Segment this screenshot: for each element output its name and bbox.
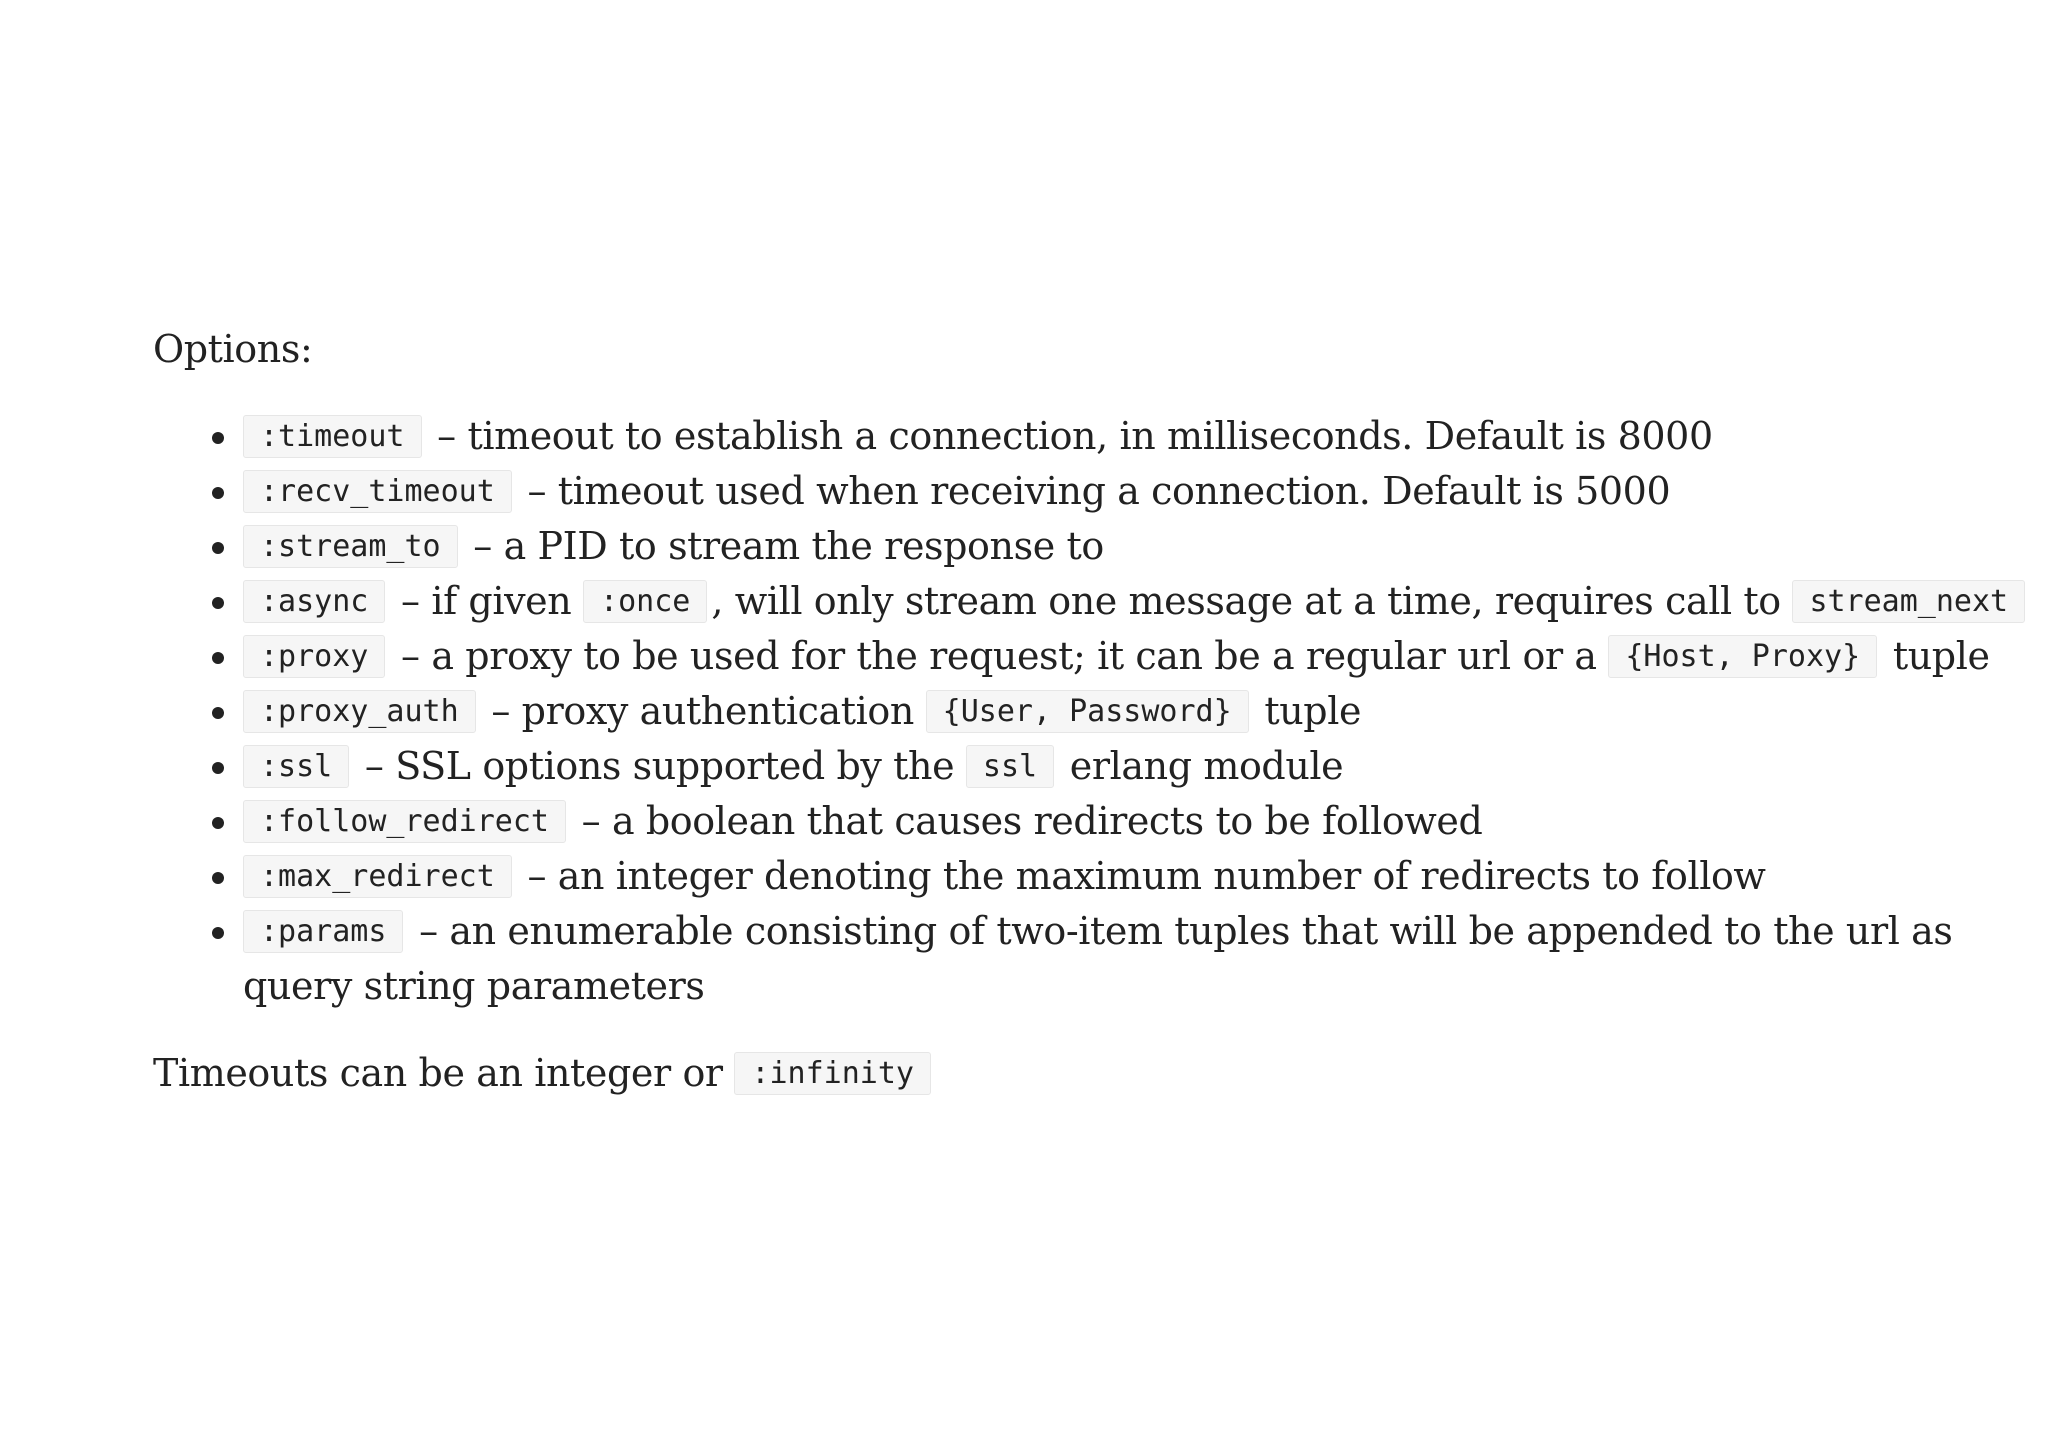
option-stream-to [153, 519, 2003, 574]
inline-code: :once [583, 580, 707, 623]
option-description: – SSL options supported by the [353, 744, 966, 788]
option-follow-redirect [153, 794, 2003, 849]
option-description: , will only stream one message at a time, requires call to [711, 579, 1793, 623]
options-list [153, 409, 2009, 1014]
option-description: erlang module [1058, 744, 1344, 788]
option-code: :recv_timeout [243, 470, 512, 513]
inline-code: stream_next [1792, 580, 2025, 623]
option-description: – a boolean that causes redirects to be followed [569, 799, 1483, 843]
option-code: :params [243, 910, 403, 953]
option-code: :follow_redirect [243, 800, 566, 843]
option-description: – an enumerable consisting of two-item tuples that will be appended to the url as query string parameters [243, 909, 1953, 1008]
option-ssl [153, 739, 2003, 794]
option-description: – a PID to stream the response to [461, 524, 1104, 568]
option-params [153, 904, 2003, 1014]
inline-code: {User, Password} [926, 690, 1249, 733]
timeouts-note [153, 1042, 2003, 1105]
option-proxy-auth [153, 684, 2003, 739]
option-description: tuple [1881, 634, 1990, 678]
option-description: – proxy authentication [479, 689, 926, 733]
option-description: – if given [389, 579, 584, 623]
option-code: :ssl [243, 745, 349, 788]
timeouts-note-text: Timeouts can be an integer or [153, 1051, 735, 1095]
option-code: :proxy_auth [243, 690, 476, 733]
option-description: – timeout used when receiving a connection. Default is 5000 [515, 469, 1671, 513]
options-document [153, 318, 2009, 1105]
option-description: tuple [1252, 689, 1362, 733]
option-code: :proxy [243, 635, 385, 678]
option-max-redirect [153, 849, 2003, 904]
option-code: :stream_to [243, 525, 458, 568]
option-code: :async [243, 580, 385, 623]
option-proxy [153, 629, 2003, 684]
option-recv-timeout [153, 464, 2003, 519]
option-description: – a proxy to be used for the request; it can be a regular url or a [389, 634, 1609, 678]
options-heading: Options: [153, 327, 313, 371]
option-description: – an integer denoting the maximum number of redirects to follow [515, 854, 1766, 898]
option-timeout [153, 409, 2003, 464]
option-async [153, 574, 2009, 629]
inline-code: ssl [966, 745, 1054, 788]
inline-code: :infinity [734, 1052, 931, 1095]
option-code: :timeout [243, 415, 422, 458]
option-description: – timeout to establish a connection, in milliseconds. Default is 8000 [425, 414, 1713, 458]
option-code: :max_redirect [243, 855, 512, 898]
inline-code: {Host, Proxy} [1608, 635, 1877, 678]
